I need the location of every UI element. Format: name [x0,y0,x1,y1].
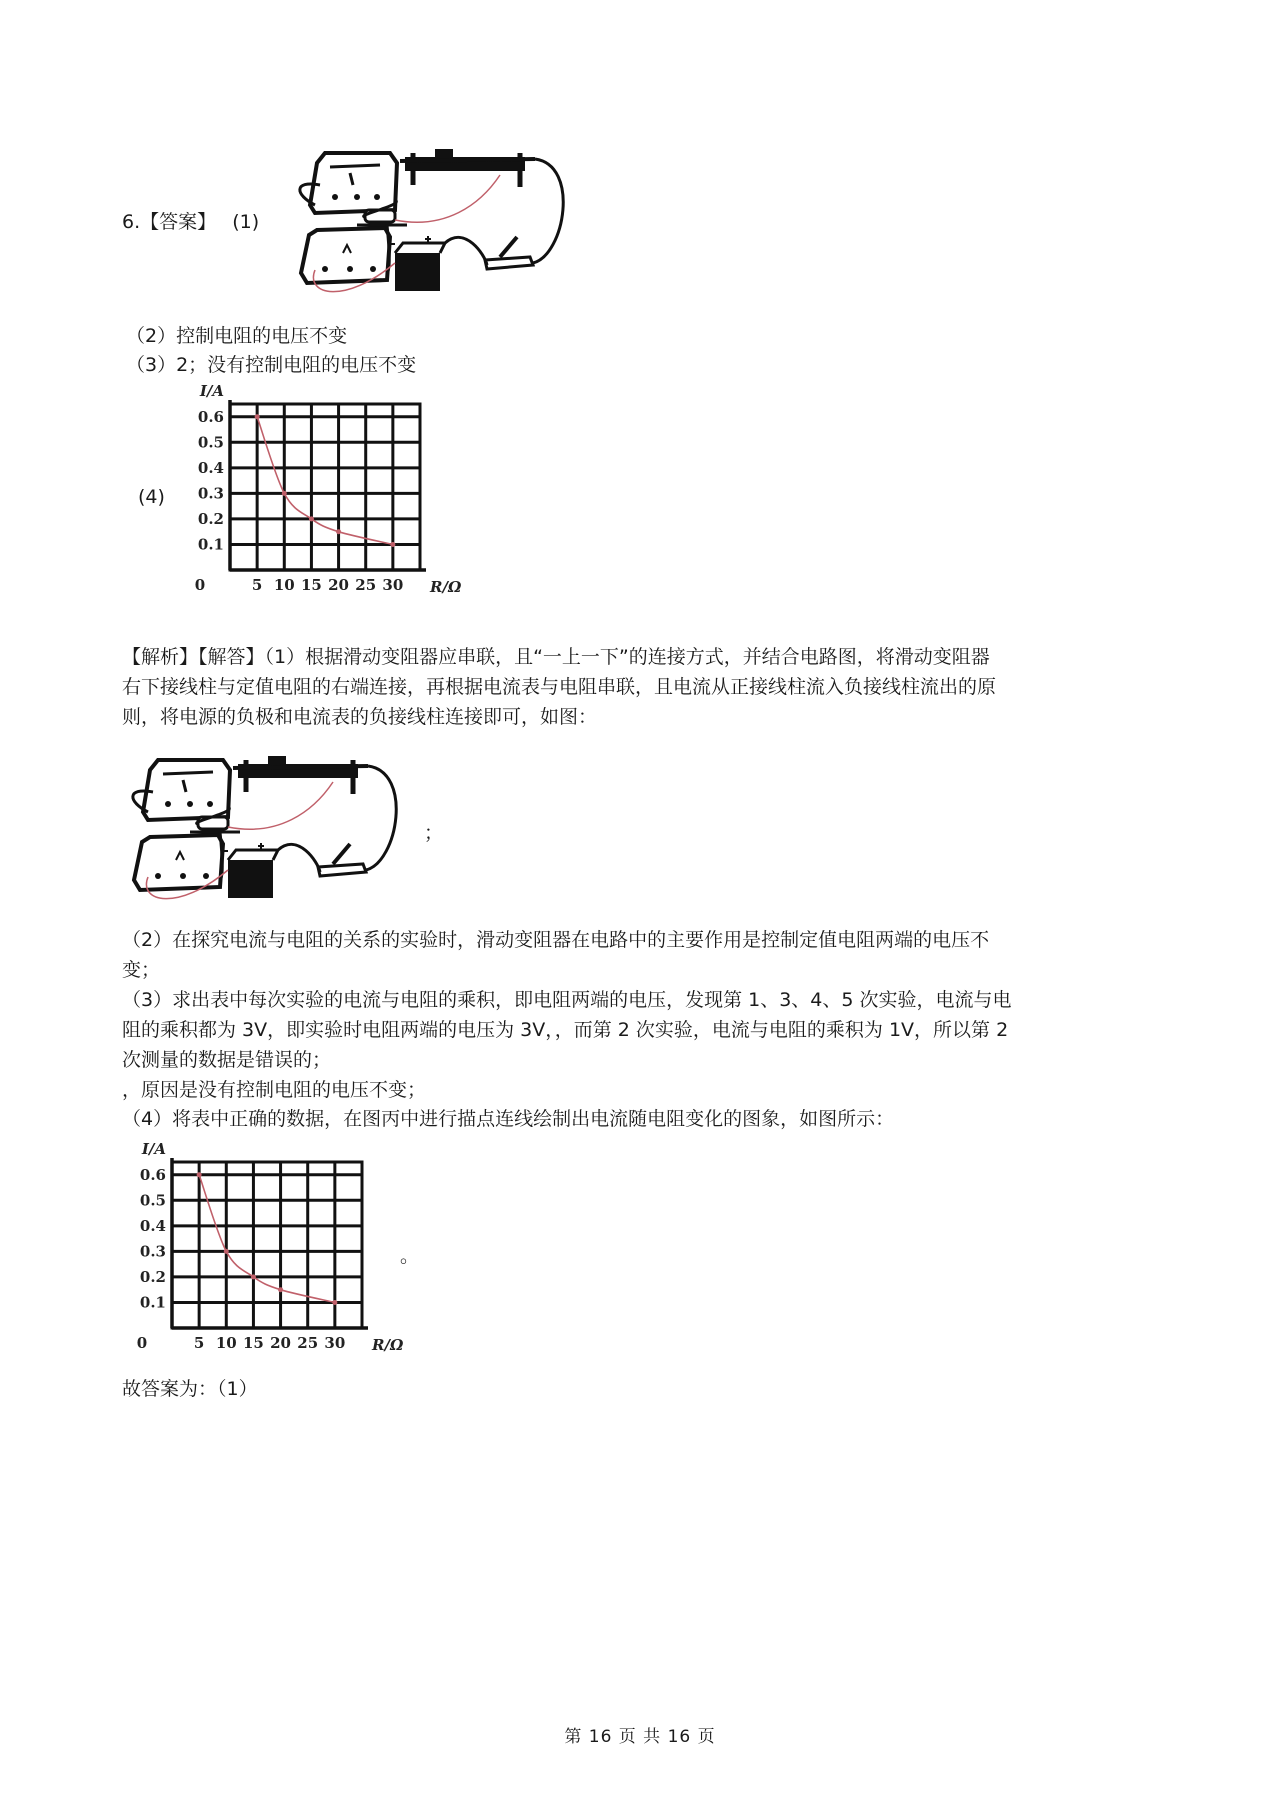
data-point [336,529,341,534]
data-point [390,542,395,547]
y-tick-label: 0.2 [197,509,224,528]
battery-icon [222,843,278,898]
answer-part2: （2）控制电阻的电压不变 [126,325,348,347]
analysis-part4: （4）将表中正确的数据，在图丙中进行描点连线绘制出电流随电阻变化的图象，如图所示： [122,1108,895,1130]
page-indicator: 第 16 页 共 16 页 [564,1727,716,1747]
origin-label: 0 [194,576,206,594]
series-curve [199,1175,335,1303]
y-tick-label: 0.3 [197,484,224,503]
y-tick-label: 0.5 [197,433,224,452]
after-graph-punctuation: 。 [400,1245,420,1267]
analysis-intro-line: 右下接线柱与定值电阻的右端连接，再根据电流表与电阻串联，且电流从正接线柱流入负接线柱流出的原 [122,676,997,698]
rheostat-icon [233,756,368,794]
x-tick-label: 30 [324,1334,346,1352]
analysis-part3 [122,985,1162,1105]
voltmeter-icon [143,760,230,820]
answer-part3: （3）2；没有控制电阻的电压不变 [126,354,417,376]
x-tick-label: 20 [328,576,350,594]
y-tick-label: 0.1 [139,1293,166,1312]
analysis-intro-line: 则，将电源的负极和电流表的负接线柱连接即可，如图： [122,706,598,728]
x-tick-label: 5 [193,1334,205,1352]
analysis-part3-line: （3）求出表中每次实验的电流与电阻的乘积，即电阻两端的电压，发现第 1、3、4、5 次实验，电流与电 [122,989,1012,1011]
data-point [278,1287,283,1292]
current-resistance-graph-answer [180,380,480,612]
x-tick-label: 30 [382,576,404,594]
y-tick-label: 0.2 [139,1267,166,1286]
analysis-part3-line: 次测量的数据是错误的； [122,1049,332,1071]
x-tick-label: 10 [215,1334,237,1352]
switch-icon [485,237,533,269]
answer-part4-label: (4) [138,486,165,508]
origin-label: 0 [136,1334,148,1352]
data-point [282,491,287,496]
y-axis-label: I/A [141,1140,166,1158]
circuit-diagram-analysis [128,752,398,917]
answer-number: 6.【答案】 [122,211,217,233]
analysis-intro [122,642,1162,732]
y-tick-label: 0.3 [139,1242,166,1261]
analysis-part3-line: 阻的乘积都为 3V，即实验时电阻两端的电压为 3V，，而第 2 次实验，电流与电阻的乘积为 1V，所以第 2 [122,1019,1009,1041]
x-tick-label: 15 [300,576,322,594]
switch-icon [318,844,366,876]
x-tick-label: 10 [273,576,295,594]
y-tick-label: 0.1 [197,535,224,554]
rheostat-icon [400,149,535,187]
voltmeter-icon [310,153,397,213]
data-point [251,1274,256,1279]
data-point [255,414,260,419]
analysis-part2-line: 变； [122,959,161,981]
data-point [197,1172,202,1177]
analysis-intro-line: 【解析】【解答】（1）根据滑动变阻器应串联，且“一上一下”的连接方式，并结合电路图，将滑动变阻器 [122,646,990,668]
y-tick-label: 0.4 [139,1216,166,1235]
x-tick-label: 15 [242,1334,264,1352]
analysis-part2-line: （2）在探究电流与电阻的关系的实验时，滑动变阻器在电路中的主要作用是控制定值电阻两端的电压不 [122,929,990,951]
battery-icon [389,236,445,291]
x-tick-label: 5 [251,576,263,594]
y-tick-label: 0.6 [197,407,224,426]
data-point [224,1249,229,1254]
conclusion: 故答案为：（1） [122,1378,258,1400]
y-tick-label: 0.6 [139,1165,166,1184]
after-circuit-punctuation: ； [424,822,444,844]
data-point [332,1300,337,1305]
circuit-diagram-answer [295,145,565,310]
answer-part1-label: (1) [232,211,260,233]
x-tick-label: 20 [270,1334,292,1352]
series-curve [257,417,393,545]
y-axis-label: I/A [199,382,224,400]
current-resistance-graph-analysis [122,1138,422,1370]
x-axis-label: R/Ω [372,1336,404,1354]
answer-heading [122,209,259,235]
x-axis-label: R/Ω [430,578,462,596]
y-tick-label: 0.5 [139,1191,166,1210]
analysis-part2 [122,925,1162,985]
data-point [309,516,314,521]
x-tick-label: 25 [297,1334,319,1352]
x-tick-label: 25 [355,576,377,594]
y-tick-label: 0.4 [197,458,224,477]
analysis-part3-line: ，原因是没有控制电阻的电压不变； [122,1079,427,1101]
